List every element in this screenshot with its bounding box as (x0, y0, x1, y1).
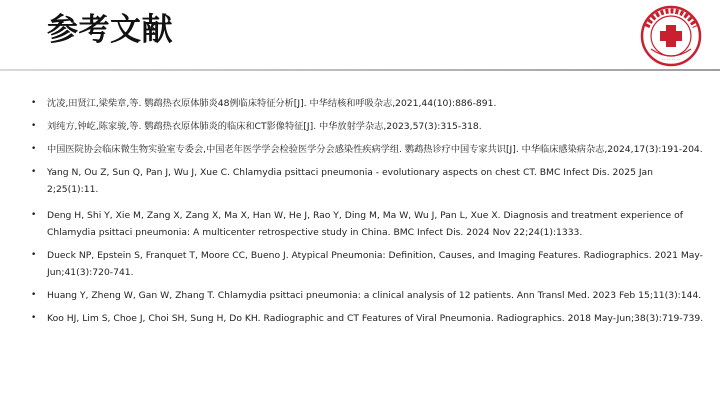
bullet: • (31, 290, 37, 300)
title-divider (0, 69, 720, 71)
bullet: • (31, 121, 37, 131)
bullet: • (31, 250, 37, 260)
hospital-logo-icon (637, 5, 705, 67)
reference-text: Dueck NP, Epstein S, Franquet T, Moore CC, Bueno J. Atypical Pneumonia: Definition, Causes, and Imaging Features. Radiographics. 2021 May-Jun;41(3):720-741. (47, 250, 703, 278)
reference-text: 沈凌,田贤江,梁柴章,等. 鹦鹉热衣原体肺炎48例临床特征分析[J]. 中华结核和呼吸杂志,2021,44(10):886-891. (47, 98, 497, 109)
page-title: 参考文献 (47, 12, 173, 48)
reference-text: Deng H, Shi Y, Xie M, Zang X, Zang X, Ma X, Han W, He J, Rao Y, Ding M, Ma W, Wu J, Pan L, Xue X. Diagnosis and treatment experience of Chlamydia psittaci pneumonia: A multicenter retrospective study in China. BMC Infect Dis. 2024 Nov 22;24(1):1333. (47, 210, 683, 238)
reference-text: Koo HJ, Lim S, Choe J, Choi SH, Sung H, Do KH. Radiographic and CT Features of Viral Pneumonia. Radiographics. 2018 May-Jun;38(3):719-739. (47, 313, 704, 324)
reference-text: Yang N, Ou Z, Sun Q, Pan J, Wu J, Xue C. Chlamydia psittaci pneumonia - evolutionary aspects on chest CT. BMC Infect Dis. 2025 Jan 2;25(1):11. (47, 167, 653, 195)
list-item (30, 164, 706, 198)
list-item (30, 141, 706, 158)
reference-text: 刘纯方,钟屹,陈家骏,等. 鹦鹉热衣原体肺炎的临床和CT影像特征[J]. 中华放射学杂志,2023,57(3):315-318. (47, 121, 482, 132)
list-item (30, 287, 706, 304)
bullet: • (31, 98, 37, 108)
reference-text: Huang Y, Zheng W, Gan W, Zhang T. Chlamydia psittaci pneumonia: a clinical analysis of 12 patients. Ann Transl Med. 2023 Feb 15;11(3):144. (47, 290, 702, 301)
list-item (30, 247, 706, 281)
bullet: • (31, 144, 37, 154)
list-item (30, 310, 706, 327)
svg-text:· · · · · · · ·: · · · · · · · · (661, 57, 681, 62)
bullet: • (31, 210, 37, 220)
bullet: • (31, 167, 37, 177)
list-item (30, 95, 706, 112)
bullet: • (31, 313, 37, 323)
reference-text: 中国医院协会临床微生物实验室专委会,中国老年医学学会检验医学分会感染性疾病学组. 鹦鹉热诊疗中国专家共识[J]. 中华临床感染病杂志,2024,17(3):191-204. (47, 144, 703, 155)
list-item (30, 207, 706, 241)
reference-list (30, 95, 706, 333)
list-item (30, 118, 706, 135)
